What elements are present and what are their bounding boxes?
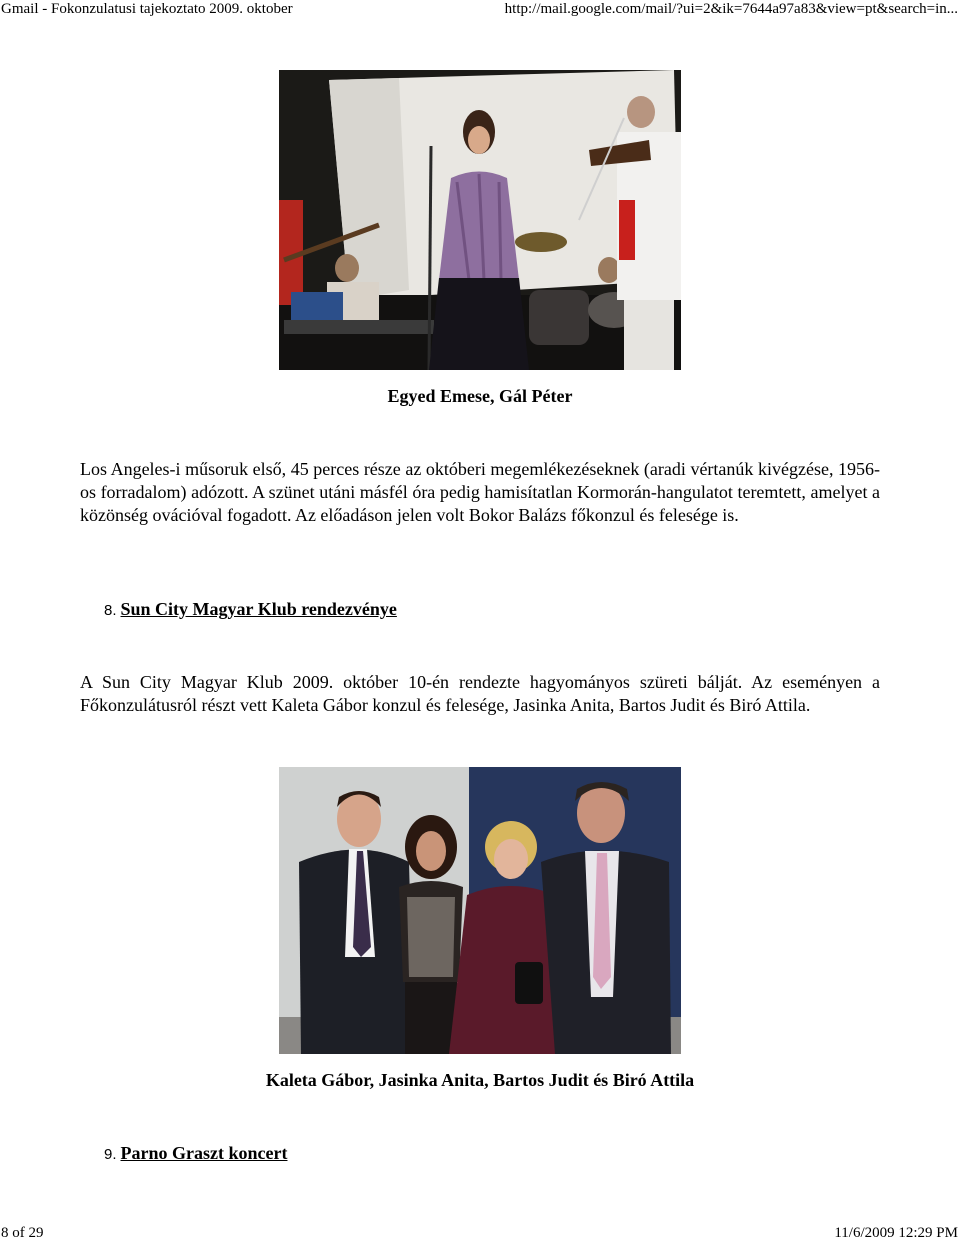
page-url: http://mail.google.com/mail/?ui=2&ik=7644a97a83&view=pt&search=in... xyxy=(504,1,958,17)
article-paragraph: A Sun City Magyar Klub 2009. október 10-én rendezte hagyományos szüreti bálját. Az eseményen a Főkonzulátusról részt vett Kaleta Gábor konzul és felesége, Jasinka Anita, Bartos Judit és Biró Attila. xyxy=(80,672,880,715)
section-heading xyxy=(104,598,397,622)
section-number: 8. xyxy=(104,602,117,619)
concert-photo xyxy=(279,70,681,370)
print-datetime: 11/6/2009 12:29 PM xyxy=(834,1225,958,1241)
section-number: 9. xyxy=(104,1146,117,1163)
page-counter: 8 of 29 xyxy=(1,1225,44,1241)
article-paragraph: Los Angeles-i műsoruk első, 45 perces része az októberi megemlékezéseknek (aradi vértanúk kivégzése, 1956-os forradalom) adózott. A szünet utáni másfél óra pedig hamisítatlan Kormorán-hangulatot teremtett, amelyet a közönség ovációval fogadott. Az előadáson jelen volt Bokor Balázs főkonzul és felesége is. xyxy=(80,459,880,525)
section-link[interactable]: Sun City Magyar Klub rendezvénye xyxy=(120,599,397,619)
photo-caption: Egyed Emese, Gál Péter xyxy=(387,386,573,406)
section-heading xyxy=(104,1142,287,1166)
page-title: Gmail - Fokonzulatusi tajekoztato 2009. oktober xyxy=(1,1,293,17)
section-link[interactable]: Parno Graszt koncert xyxy=(120,1143,288,1163)
group-photo-icon xyxy=(279,767,681,1054)
group-photo xyxy=(279,767,681,1054)
photo-caption: Kaleta Gábor, Jasinka Anita, Bartos Judit és Biró Attila xyxy=(265,1070,695,1090)
concert-photo-icon xyxy=(279,70,681,370)
